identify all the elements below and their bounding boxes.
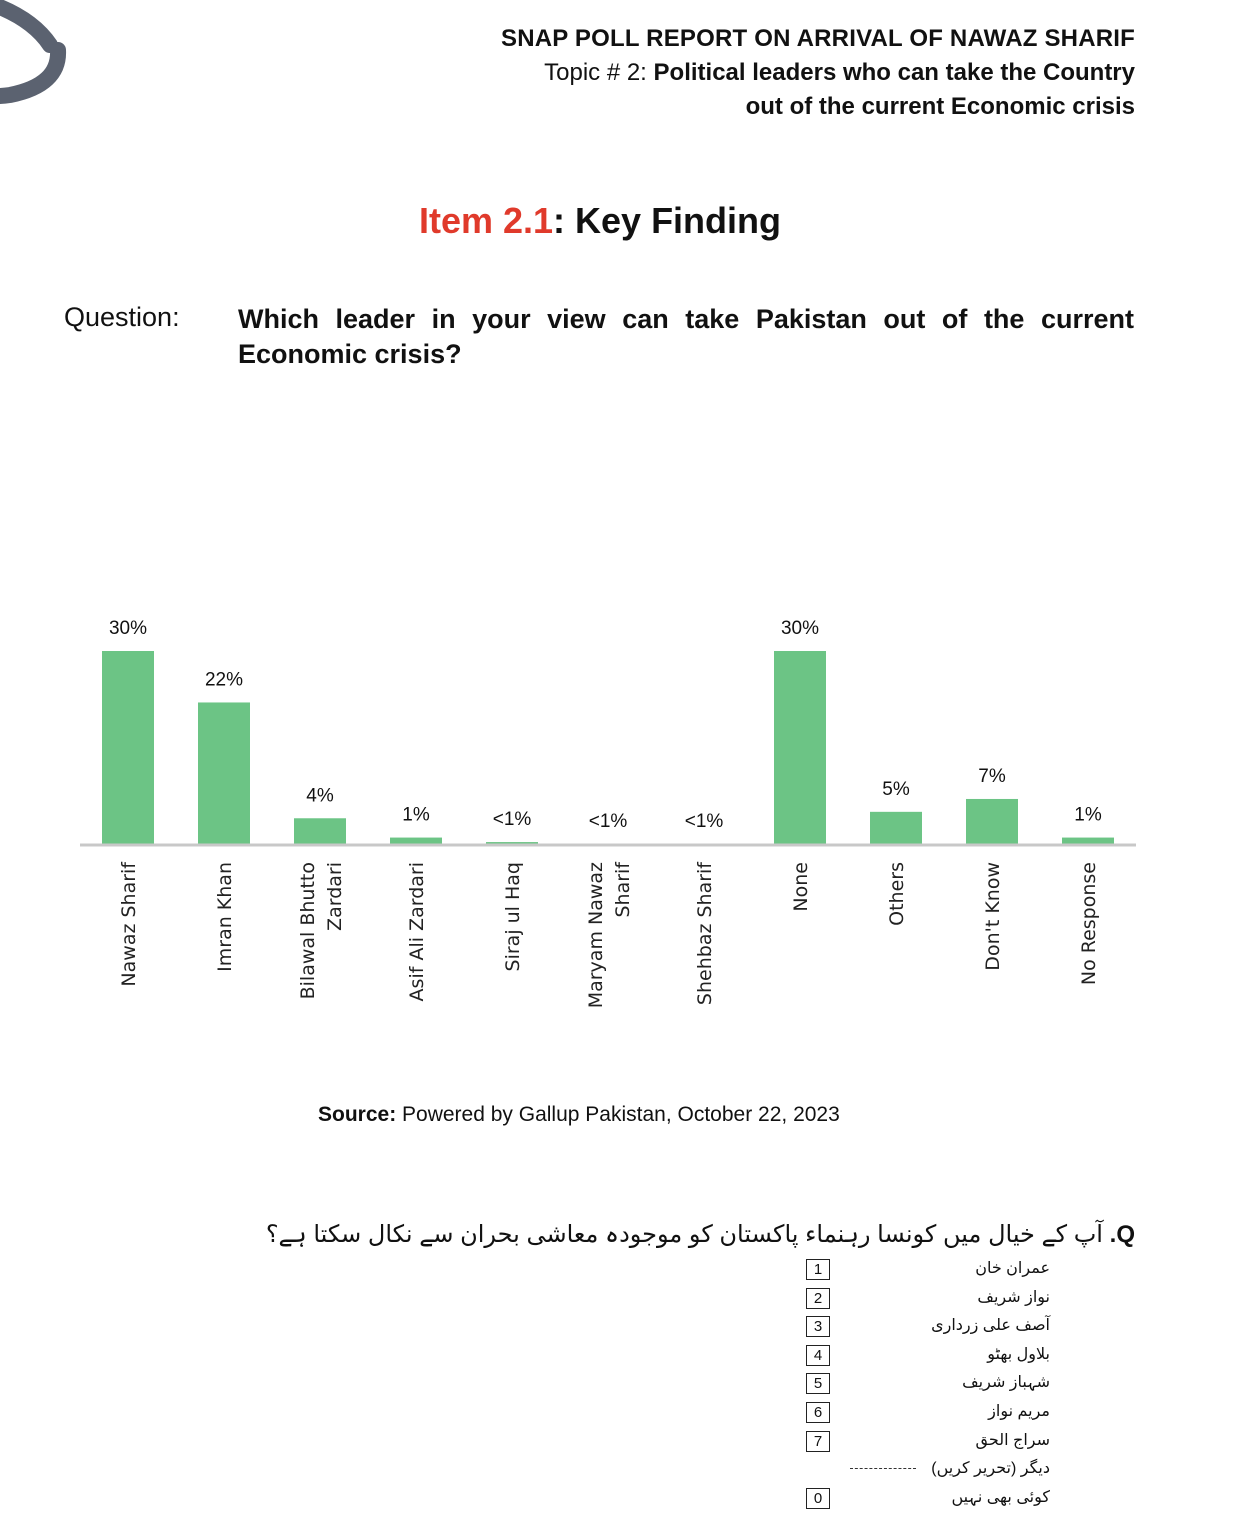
report-title: SNAP POLL REPORT ON ARRIVAL OF NAWAZ SHARIF	[501, 25, 1135, 52]
topic-line-2	[375, 90, 1135, 124]
data-label-0: 30%	[108, 618, 148, 639]
option-code-box: 7	[806, 1431, 830, 1452]
bar-3	[390, 838, 442, 844]
option-label: آصف علی زرداری	[931, 1317, 1050, 1335]
option-code-box: 1	[806, 1259, 830, 1280]
category-label-9: Don't Know	[982, 862, 1004, 971]
option-label: بلاول بھٹو	[987, 1345, 1050, 1363]
source-text: Powered by Gallup Pakistan, October 22, 2023	[396, 1103, 840, 1126]
category-label-10: No Response	[1078, 862, 1100, 986]
source-line	[318, 1103, 840, 1127]
bar-7	[774, 651, 826, 844]
option-row	[700, 1285, 1060, 1314]
source-label: Source:	[318, 1103, 397, 1126]
data-label-1: 22%	[204, 669, 244, 691]
option-row	[700, 1313, 1060, 1342]
option-code-box: 6	[806, 1402, 830, 1423]
urdu-question-text: آپ کے خیال میں کونسا رہنماء پاکستان کو موجودہ معاشی بحران سے نکال سکتا ہے؟	[265, 1221, 1103, 1248]
category-label-6: Shehbaz Sharif	[694, 862, 716, 1006]
option-code-box: 2	[806, 1288, 830, 1309]
report-header	[375, 22, 1135, 124]
data-label-2: 4%	[306, 785, 334, 807]
bar-9	[966, 799, 1018, 844]
option-row	[700, 1370, 1060, 1399]
data-label-4: <1%	[492, 809, 532, 831]
option-label: عمران خان	[975, 1260, 1050, 1277]
data-label-9: 7%	[978, 765, 1006, 787]
option-row	[700, 1456, 1060, 1485]
option-label: سراج الحق	[975, 1431, 1050, 1449]
bar-8	[870, 812, 922, 844]
write-in-line	[850, 1468, 916, 1469]
option-label: کوئی بھی نہیں	[951, 1488, 1050, 1506]
item-heading	[0, 200, 1200, 242]
topic-line-1	[375, 56, 1135, 90]
option-row	[700, 1399, 1060, 1428]
bar-0	[102, 651, 154, 844]
urdu-question-prefix: Q.	[1109, 1221, 1135, 1248]
item-title: : Key Finding	[553, 200, 782, 241]
category-label-8: Others	[886, 862, 908, 926]
option-label: دیگر (تحریر کریں)	[931, 1460, 1050, 1478]
question-label: Question:	[64, 302, 180, 332]
topic-title-line-1: Political leaders who can take the Country	[653, 59, 1135, 86]
data-label-10: 1%	[1074, 804, 1102, 826]
option-row	[700, 1342, 1060, 1371]
bar-1	[198, 702, 250, 844]
bar-2	[294, 818, 346, 844]
category-label-0: Nawaz Sharif	[118, 862, 140, 987]
data-label-6: <1%	[684, 811, 724, 832]
item-number: Item 2.1	[418, 200, 554, 241]
data-label-8: 5%	[882, 778, 910, 800]
option-code-box: 0	[806, 1488, 830, 1509]
option-code-box: 4	[806, 1345, 830, 1366]
question-text: Which leader in your view can take Pakistan out of the current Economic crisis?	[238, 304, 1134, 369]
category-label-5: Maryam Nawaz Sharif	[585, 862, 634, 1009]
category-label-3: Asif Ali Zardari	[406, 862, 428, 1002]
option-code-box: 3	[806, 1316, 830, 1337]
option-row	[700, 1428, 1060, 1457]
option-code-box: 5	[806, 1373, 830, 1394]
category-label-2: Bilawal Bhutto Zardari	[297, 862, 346, 1000]
data-label-3: 1%	[402, 804, 430, 826]
topic-title-line-2: out of the current Economic crisis	[745, 93, 1135, 120]
category-label-7: None	[790, 862, 812, 912]
bar-10	[1062, 838, 1114, 844]
option-row	[700, 1485, 1060, 1514]
topic-prefix: Topic # 2:	[544, 59, 654, 86]
option-label: شہباز شریف	[962, 1374, 1050, 1392]
urdu-options-list	[700, 1256, 1060, 1513]
option-row	[700, 1256, 1060, 1285]
urdu-question	[235, 1220, 1135, 1249]
category-label-1: Imran Khan	[214, 862, 236, 972]
bar-chart	[0, 560, 1241, 1030]
data-label-5: <1%	[588, 811, 628, 832]
gallup-logo-icon	[0, 0, 80, 110]
category-label-4: Siraj ul Haq	[502, 862, 524, 972]
option-label: مریم نواز	[988, 1402, 1050, 1420]
option-label: نواز شریف	[977, 1288, 1050, 1306]
data-label-7: 30%	[780, 618, 820, 639]
